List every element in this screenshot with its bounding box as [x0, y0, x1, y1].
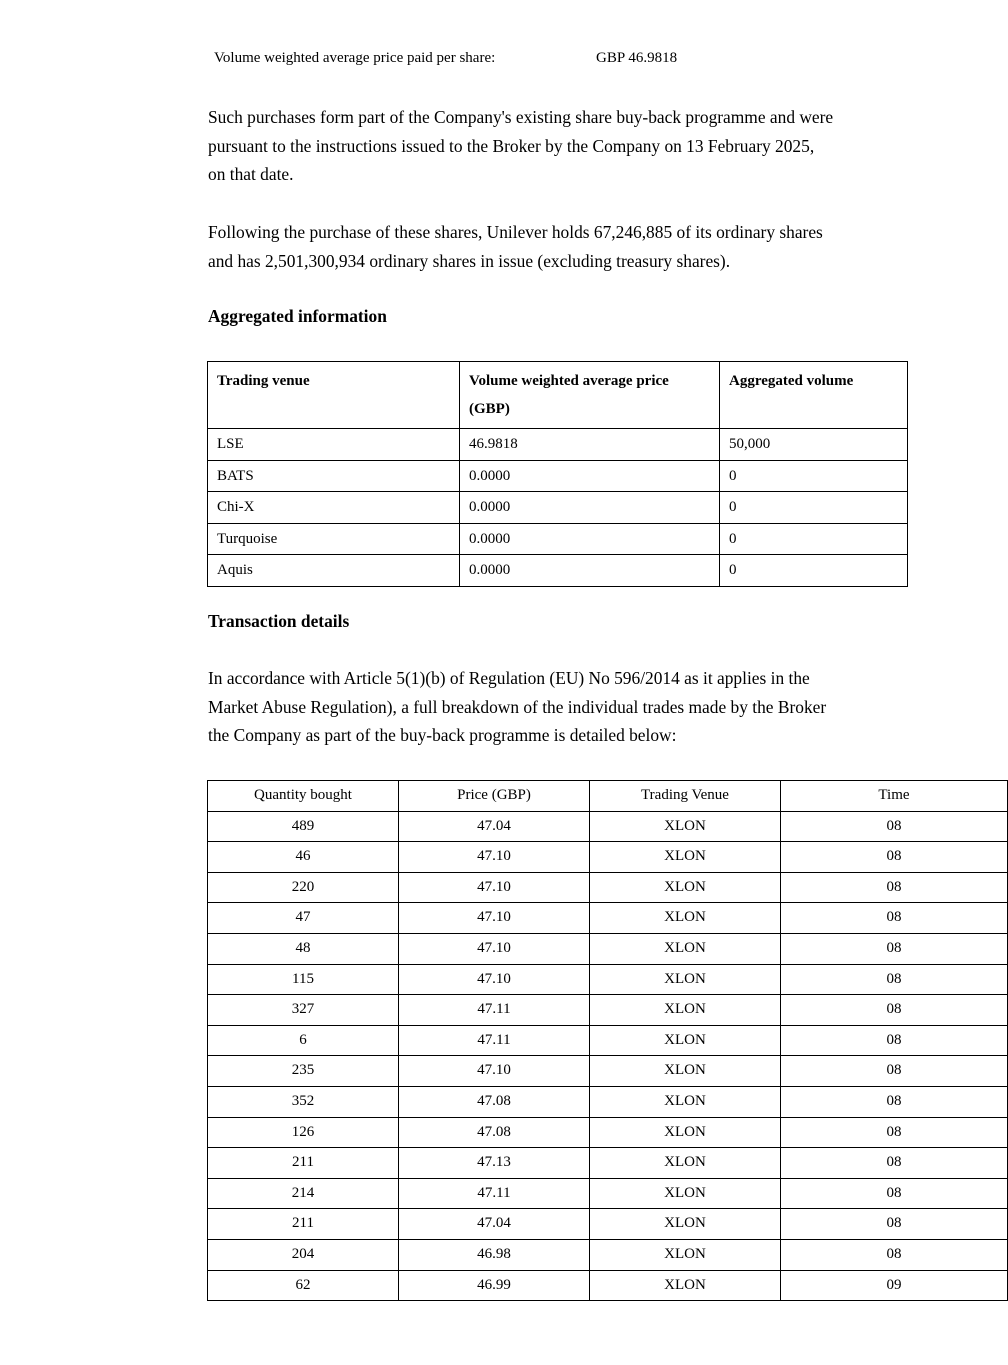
header-venue: Trading Venue — [590, 781, 781, 812]
table-cell: XLON — [590, 1117, 781, 1148]
table-cell: Aquis — [208, 555, 460, 587]
table-cell: 08 — [781, 1209, 1008, 1240]
table-row — [208, 1239, 1008, 1270]
table-row — [208, 995, 1008, 1026]
table-cell: XLON — [590, 1086, 781, 1117]
table-cell: 47.10 — [399, 933, 590, 964]
table-cell: XLON — [590, 842, 781, 873]
aggregated-table — [207, 361, 908, 587]
table-row — [208, 492, 908, 524]
table-cell: 47.10 — [399, 903, 590, 934]
table-cell: 0 — [720, 555, 908, 587]
table-cell: 0.0000 — [460, 523, 720, 555]
table-cell: Turquoise — [208, 523, 460, 555]
vwap-summary-line — [214, 50, 678, 67]
table-cell: XLON — [590, 933, 781, 964]
text-line: the Company as part of the buy-back programme is detailed below: — [208, 725, 677, 746]
table-cell: 46 — [208, 842, 399, 873]
table-cell: 327 — [208, 995, 399, 1026]
table-cell: 211 — [208, 1148, 399, 1179]
text-line: on that date. — [208, 164, 294, 185]
table-row — [208, 460, 908, 492]
table-cell: 47.10 — [399, 964, 590, 995]
table-cell: 48 — [208, 933, 399, 964]
table-cell: 352 — [208, 1086, 399, 1117]
table-cell: 50,000 — [720, 429, 908, 461]
table-row — [208, 1086, 1008, 1117]
table-row — [208, 1209, 1008, 1240]
table-cell: XLON — [590, 964, 781, 995]
table-cell: 6 — [208, 1025, 399, 1056]
table-row — [208, 523, 908, 555]
table-cell: 126 — [208, 1117, 399, 1148]
table-cell: XLON — [590, 995, 781, 1026]
table-cell: XLON — [590, 1209, 781, 1240]
table-cell: 489 — [208, 811, 399, 842]
transactions-heading: Transaction details — [208, 611, 350, 631]
table-cell: 46.99 — [399, 1270, 590, 1301]
header-quantity: Quantity bought — [208, 781, 399, 812]
table-cell: 0 — [720, 492, 908, 524]
table-cell: XLON — [590, 1025, 781, 1056]
text-line: In accordance with Article 5(1)(b) of Regulation (EU) No 596/2014 as it applies in the — [208, 668, 810, 688]
header-trading-venue: Trading venue — [208, 362, 460, 429]
table-row — [208, 1117, 1008, 1148]
table-cell: 46.9818 — [460, 429, 720, 461]
vwap-label: Volume weighted average price paid per share: — [214, 50, 496, 66]
table-cell: XLON — [590, 1178, 781, 1209]
table-row — [208, 903, 1008, 934]
table-cell: 08 — [781, 1239, 1008, 1270]
table-row — [208, 872, 1008, 903]
aggregated-heading: Aggregated information — [208, 306, 387, 326]
table-cell: 0 — [720, 460, 908, 492]
table-cell: 08 — [781, 872, 1008, 903]
table-cell: BATS — [208, 460, 460, 492]
header-price: Price (GBP) — [399, 781, 590, 812]
table-cell: 47.04 — [399, 811, 590, 842]
text-line: and has 2,501,300,934 ordinary shares in issue (excluding treasury shares). — [208, 250, 731, 271]
table-cell: 235 — [208, 1056, 399, 1087]
table-row — [208, 933, 1008, 964]
header-vwap — [460, 362, 720, 429]
table-cell: 08 — [781, 1025, 1008, 1056]
text-line: Market Abuse Regulation), a full breakdown of the individual trades made by the Broker — [208, 696, 827, 717]
table-row — [208, 1270, 1008, 1301]
table-cell: XLON — [590, 1056, 781, 1087]
text-line: Such purchases form part of the Company's existing share buy-back programme and were — [208, 107, 834, 127]
table-cell: 47.13 — [399, 1148, 590, 1179]
table-cell: Chi-X — [208, 492, 460, 524]
table-header-row — [208, 362, 908, 429]
table-cell: 62 — [208, 1270, 399, 1301]
table-cell: 0.0000 — [460, 460, 720, 492]
table-cell: 08 — [781, 964, 1008, 995]
table-cell: 0.0000 — [460, 492, 720, 524]
table-cell: 47.04 — [399, 1209, 590, 1240]
table-cell: 115 — [208, 964, 399, 995]
text-line: pursuant to the instructions issued to the Broker by the Company on 13 February 2025, — [208, 135, 815, 156]
header-vwap-line2: (GBP) — [469, 401, 510, 417]
table-cell: XLON — [590, 1239, 781, 1270]
table-cell: 09 — [781, 1270, 1008, 1301]
table-cell: XLON — [590, 1270, 781, 1301]
table-row — [208, 1056, 1008, 1087]
table-cell: 211 — [208, 1209, 399, 1240]
table-cell: 0 — [720, 523, 908, 555]
table-cell: 08 — [781, 1056, 1008, 1087]
table-row — [208, 1025, 1008, 1056]
holdings-paragraph — [208, 218, 908, 275]
table-cell: LSE — [208, 429, 460, 461]
table-cell: 214 — [208, 1178, 399, 1209]
table-cell: 47.11 — [399, 1178, 590, 1209]
table-row — [208, 964, 1008, 995]
transactions-table — [207, 780, 1008, 1301]
table-cell: 0.0000 — [460, 555, 720, 587]
table-cell: 47 — [208, 903, 399, 934]
table-header-row — [208, 781, 1008, 812]
table-row — [208, 1148, 1008, 1179]
table-cell: 08 — [781, 995, 1008, 1026]
table-cell: XLON — [590, 903, 781, 934]
regulation-paragraph — [208, 664, 908, 750]
text-line: Following the purchase of these shares, Unilever holds 67,246,885 of its ordinary shares — [208, 222, 823, 242]
table-row — [208, 555, 908, 587]
table-row — [208, 842, 1008, 873]
table-cell: 08 — [781, 903, 1008, 934]
table-cell: 08 — [781, 1148, 1008, 1179]
table-row — [208, 429, 908, 461]
table-cell: 47.11 — [399, 995, 590, 1026]
vwap-value: GBP 46.9818 — [596, 50, 678, 66]
table-cell: 08 — [781, 811, 1008, 842]
buyback-paragraph — [208, 103, 908, 189]
table-cell: 08 — [781, 933, 1008, 964]
table-row — [208, 811, 1008, 842]
table-cell: 220 — [208, 872, 399, 903]
table-cell: XLON — [590, 811, 781, 842]
header-time: Time — [781, 781, 1008, 812]
table-cell: 08 — [781, 842, 1008, 873]
table-cell: 08 — [781, 1086, 1008, 1117]
table-cell: 47.10 — [399, 872, 590, 903]
table-cell: 47.08 — [399, 1086, 590, 1117]
table-cell: 08 — [781, 1117, 1008, 1148]
table-cell: 08 — [781, 1178, 1008, 1209]
table-cell: XLON — [590, 872, 781, 903]
table-cell: 47.10 — [399, 842, 590, 873]
table-cell: 47.10 — [399, 1056, 590, 1087]
table-cell: 46.98 — [399, 1239, 590, 1270]
table-cell: XLON — [590, 1148, 781, 1179]
table-cell: 204 — [208, 1239, 399, 1270]
header-vwap-line1: Volume weighted average price — [469, 373, 669, 389]
table-row — [208, 1178, 1008, 1209]
table-cell: 47.11 — [399, 1025, 590, 1056]
header-aggregated-volume: Aggregated volume — [720, 362, 908, 429]
table-cell: 47.08 — [399, 1117, 590, 1148]
